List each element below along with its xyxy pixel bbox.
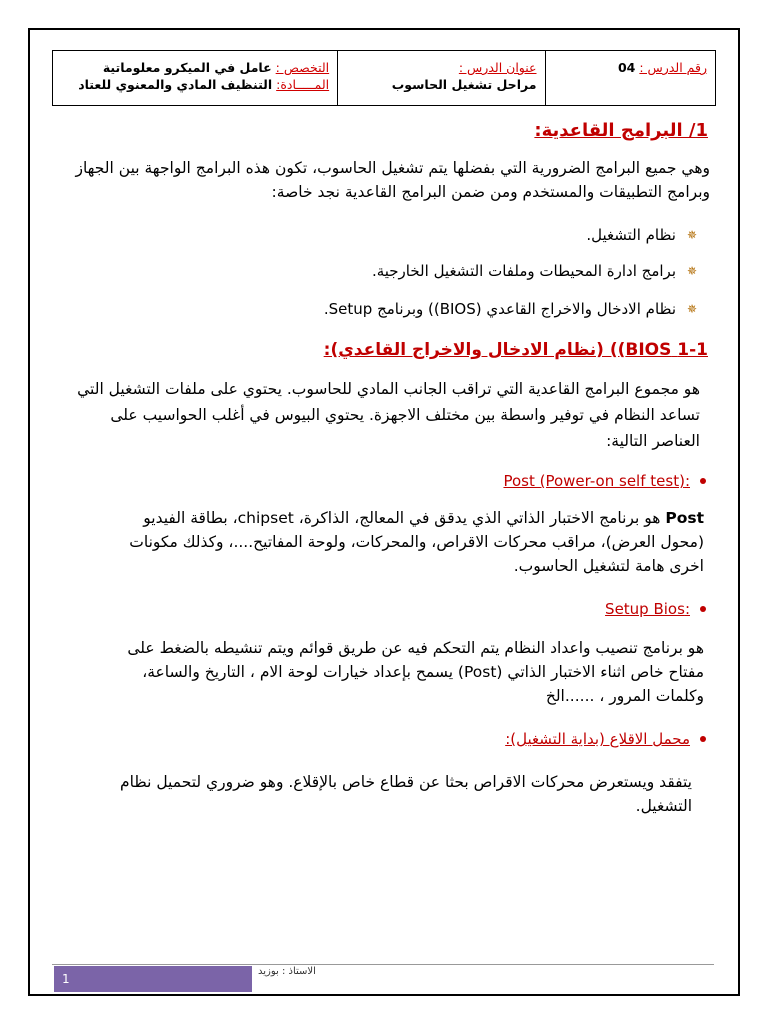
specialty-label: التخصص :: [275, 60, 330, 75]
section1-item-text: نظام التشغيل.: [586, 226, 676, 244]
setup-heading: [605, 600, 706, 618]
setup-label: :Setup Bios: [605, 600, 690, 618]
bullet-dot-icon: [700, 736, 706, 742]
post-term: Post: [665, 509, 704, 527]
footer-divider: [52, 964, 714, 965]
page-number-box: [54, 966, 252, 992]
section2-heading: 1-1 BIOS)) (نظام الادخال والاخراج القاعدي):: [323, 340, 708, 360]
post-description: [104, 506, 704, 578]
bullet-dot-icon: [700, 478, 706, 484]
subject-value: التنظيف المادي والمعنوي للعتاد: [78, 77, 273, 92]
lesson-title-label: عنوان الدرس :: [458, 60, 537, 75]
lesson-title-value: مراحل تشغيل الحاسوب: [391, 77, 537, 92]
bullet-dot-icon: [700, 606, 706, 612]
section1-item-text: نظام الادخال والاخراج القاعدي (BIOS)) وبرنامج Setup.: [323, 300, 676, 318]
subject-label: المـــــادة:: [276, 77, 330, 92]
section1-item-2: [372, 262, 698, 280]
footer-teacher: الاستاذ : بوزيد: [258, 966, 316, 977]
post-text: هو برنامج الاختبار الذاتي الذي يدقق في المعالج، الذاكرة، chipset، بطاقة الفيديو (محول العرض)، مراقب محركات الاقراص، والمحركات، ولوحة المفاتيح....، وكذلك مكونات اخرى هامة لتشغيل الحاسوب.: [129, 509, 704, 575]
boot-text: يتفقد ويستعرض محركات الاقراص بحثا عن قطاع خاص بالإقلاع. وهو ضروري لتحميل نظام التشغيل.: [120, 773, 692, 815]
lesson-header-table: [52, 50, 716, 106]
header-specialty-cell: [53, 51, 338, 105]
post-heading: [503, 472, 706, 490]
page-number: 1: [62, 972, 70, 986]
section1-intro: وهي جميع البرامج الضرورية التي بفضلها يتم تشغيل الحاسوب، تكون هذه البرامج الواجهة بين الجهاز وبرامج التطبيقات والمستخدم ومن ضمن البرامج القاعدية نجد خاصة:: [75, 159, 710, 201]
post-label: :Post (Power-on self test): [503, 472, 690, 490]
section1-item-1: [586, 226, 698, 244]
setup-text: هو برنامج تنصيب واعداد النظام يتم التحكم فيه عن طريق قوائم ويتم تنشيطه بالضغط على مفتاح خاص اثناء الاختبار الذاتي (Post) يسمح بإعداد خيارات لوحة الام ، التاريخ والساعة، وكلمات المرور ، ......الخ: [127, 639, 704, 705]
section2-intro: هو مجموع البرامج القاعدية التي تراقب الجانب المادي للحاسوب. يحتوي على ملفات التشغيل التي تساعد النظام في توفير واسطة بين مختلف الاجهزة. يحتوي البيوس في أغلب الحواسيب على العناصر التالية:: [77, 380, 700, 450]
section1-heading: 1/ البرامج القاعدية:: [534, 120, 708, 141]
boot-label: محمل الاقلاع (بداية التشغيل):: [505, 730, 690, 748]
lesson-number-value: 04: [617, 60, 636, 75]
header-title-cell: [338, 51, 545, 105]
section1-item-3: [324, 300, 698, 318]
section1-item-text: برامج ادارة المحيطات وملفات التشغيل الخارجية.: [371, 262, 676, 280]
star-bullet-icon: ✵: [686, 264, 698, 278]
header-number-cell: [546, 51, 716, 105]
star-bullet-icon: ✵: [686, 228, 698, 242]
star-bullet-icon: ✵: [686, 302, 698, 316]
specialty-value: عامل في الميكرو معلوماتية: [102, 60, 272, 75]
boot-heading: [505, 730, 706, 748]
lesson-number-label: رقم الدرس :: [639, 60, 707, 75]
